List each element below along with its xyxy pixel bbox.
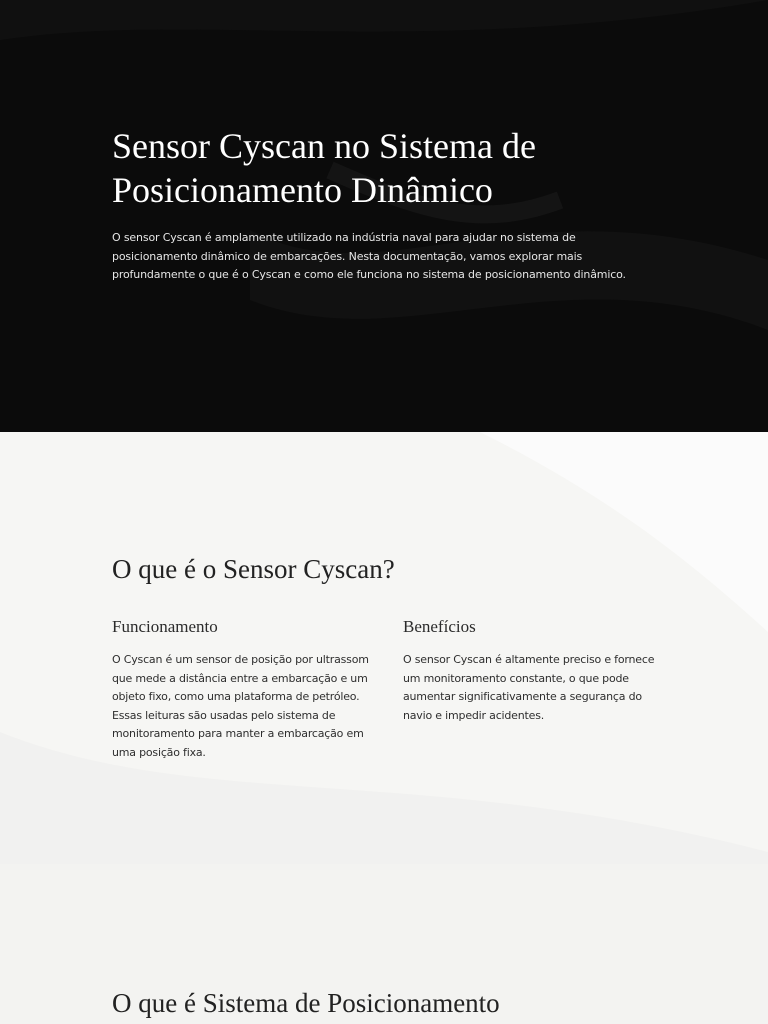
column-text-funcionamento: O Cyscan é um sensor de posição por ultrassom que mede a distância entre a embarcação e um objeto fixo, como uma plataforma de petróleo. Essas leituras são usadas pelo sistema de monitoramento para manter a embarcação em uma posição fixa. <box>112 653 369 759</box>
positioning-system-section <box>0 864 768 1024</box>
what-is-cyscan-section <box>0 432 768 864</box>
column-heading-funcionamento: Funcionamento <box>112 617 218 636</box>
column-text-beneficios: O sensor Cyscan é altamente preciso e fornece um monitoramento constante, o que pode aumentar significativamente a segurança do navio e impedir acidentes. <box>403 653 655 722</box>
section-title: O que é Sistema de Posicionamento <box>112 988 500 1018</box>
hero-background-texture <box>0 0 768 432</box>
hero-title: Sensor Cyscan no Sistema de Posicionamento Dinâmico <box>112 126 536 210</box>
hero-description: O sensor Cyscan é amplamente utilizado na indústria naval para ajudar no sistema de posicionamento dinâmico de embarcações. Nesta documentação, vamos explorar mais profundamente o que é o Cyscan e como ele funciona no sistema de posicionamento dinâmico. <box>112 231 626 281</box>
column-heading-beneficios: Benefícios <box>403 617 476 636</box>
section-background-texture <box>0 432 768 864</box>
section-title: O que é o Sensor Cyscan? <box>112 554 395 584</box>
hero-section <box>0 0 768 432</box>
